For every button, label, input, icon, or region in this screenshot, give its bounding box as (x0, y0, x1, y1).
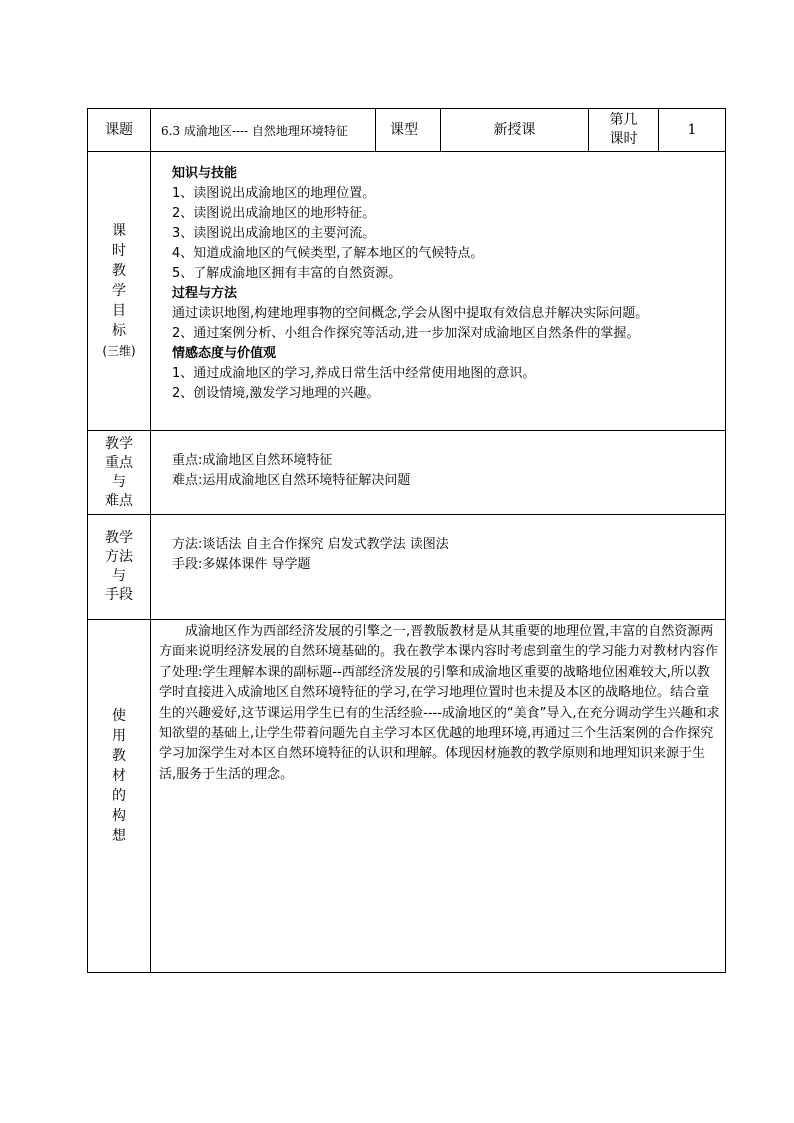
topic-cell (151, 109, 375, 151)
period-value: 1 (687, 121, 697, 138)
objective-line: 2、创设情境,激发学习地理的兴趣。 (172, 386, 380, 401)
column-divider (150, 109, 151, 972)
methods-label-line: 教学 (105, 530, 133, 546)
period-label-line1: 第几 (609, 112, 638, 128)
objectives-label-char: 学 (112, 283, 126, 299)
period-label-cell (589, 109, 658, 151)
topic-value: 6.3 成渝地区---- 自然地理环境特征 (161, 123, 348, 138)
objectives-label-cell (88, 152, 150, 430)
textbook-label-char: 想 (112, 828, 126, 844)
objectives-label-char: 教 (112, 263, 126, 279)
objective-line: 3、读图说出成渝地区的主要河流。 (172, 226, 376, 241)
keypoint-line: 重点:成渝地区自然环境特征 (172, 453, 333, 468)
method-line: 方法:谈话法 自主合作探究 启发式教学法 读图法 (172, 537, 449, 552)
objective-line: 通过读识地图,构建地理事物的空间概念,学会从图中提取有效信息并解决实际问题。 (172, 306, 649, 321)
methods-label-line: 方法 (105, 549, 133, 565)
keypoints-label-cell (88, 431, 150, 514)
objective-line: 2、通过案例分析、小组合作探究等活动,进一步加深对成渝地区自然条件的掌握。 (172, 326, 640, 341)
row-divider (88, 151, 725, 152)
textbook-label-char: 使 (112, 708, 126, 724)
keypoints-label-line: 教学 (105, 435, 133, 452)
methods-content (172, 535, 722, 585)
textbook-label-char: 构 (112, 808, 126, 824)
keypoints-label-line: 重点 (105, 454, 133, 471)
section-heading-knowledge: 知识与技能 (172, 166, 238, 181)
methods-label-line: 手段 (105, 587, 133, 603)
type-label-cell (376, 109, 440, 151)
keypoints-label-line: 与 (112, 473, 126, 490)
objectives-label-char: 课 (112, 223, 126, 239)
objective-line: 1、读图说出成渝地区的地理位置。 (172, 186, 376, 201)
textbook-paragraph: 成渝地区作为西部经济发展的引擎之一,晋教版教材是从其重要的地理位置,丰富的自然资源两方面来说明经济发展的自然环境基础的。我在教学本课内容时考虑到童生的学习能力对教材内容作了处理:学生理解本课的副标题--西部经济发展的引擎和成渝地区重要的战略地位困难较大,所以教学时直接进入成渝地区自然环境特征的学习,在学习地理位置时也未提及本区的战略地位。结合童生的兴趣爱好,这节课运用学生已有的生活经验----成渝地区的“美食”导入,在充分调动学生兴趣和求知欲望的基础上,让学生带着问题先自主学习本区优越的地理环境,再通过三个生活案例的合作探究学习加深学生对本区自然环境特征的认识和理解。体现因材施教的教学原则和地理知识来源于生活,服务于生活的理念。 (159, 624, 720, 782)
methods-label-line: 与 (112, 568, 126, 584)
type-value: 新授课 (493, 121, 536, 138)
section-heading-attitude: 情感态度与价值观 (172, 346, 277, 361)
objective-line: 4、知道成渝地区的气候类型,了解本地区的气候特点。 (172, 246, 484, 261)
textbook-label-char: 材 (112, 768, 126, 784)
keypoints-content (172, 451, 722, 501)
objectives-label-sub: (三维) (102, 344, 136, 358)
textbook-label-cell (88, 620, 150, 972)
textbook-label-char: 教 (112, 748, 126, 764)
objectives-content (172, 164, 722, 426)
objective-line: 2、读图说出成渝地区的地形特征。 (172, 206, 376, 221)
methods-label-cell (88, 515, 150, 619)
method-line: 手段:多媒体课件 导学题 (172, 557, 311, 572)
topic-label: 课题 (105, 121, 133, 138)
type-label: 课型 (390, 121, 418, 138)
period-cell (659, 109, 725, 151)
keypoint-line: 难点:运用成渝地区自然环境特征解决问题 (172, 473, 411, 488)
objectives-label-char: 时 (112, 243, 126, 259)
objectives-label-char: 目 (112, 303, 126, 319)
textbook-label-char: 用 (112, 728, 126, 744)
keypoints-label-line: 难点 (105, 492, 133, 509)
section-heading-process: 过程与方法 (172, 286, 238, 301)
type-cell (441, 109, 588, 151)
period-label-line2: 课时 (609, 131, 638, 147)
lesson-plan-table (87, 108, 726, 973)
objectives-label-char: 标 (112, 323, 126, 339)
textbook-label-char: 的 (112, 788, 126, 804)
row-divider (88, 514, 725, 515)
topic-label-cell (88, 109, 150, 151)
objective-line: 1、通过成渝地区的学习,养成日常生活中经常使用地图的意识。 (172, 366, 536, 381)
objective-line: 5、了解成渝地区拥有丰富的自然资源。 (172, 266, 402, 281)
row-divider (88, 619, 725, 620)
row-divider (88, 430, 725, 431)
